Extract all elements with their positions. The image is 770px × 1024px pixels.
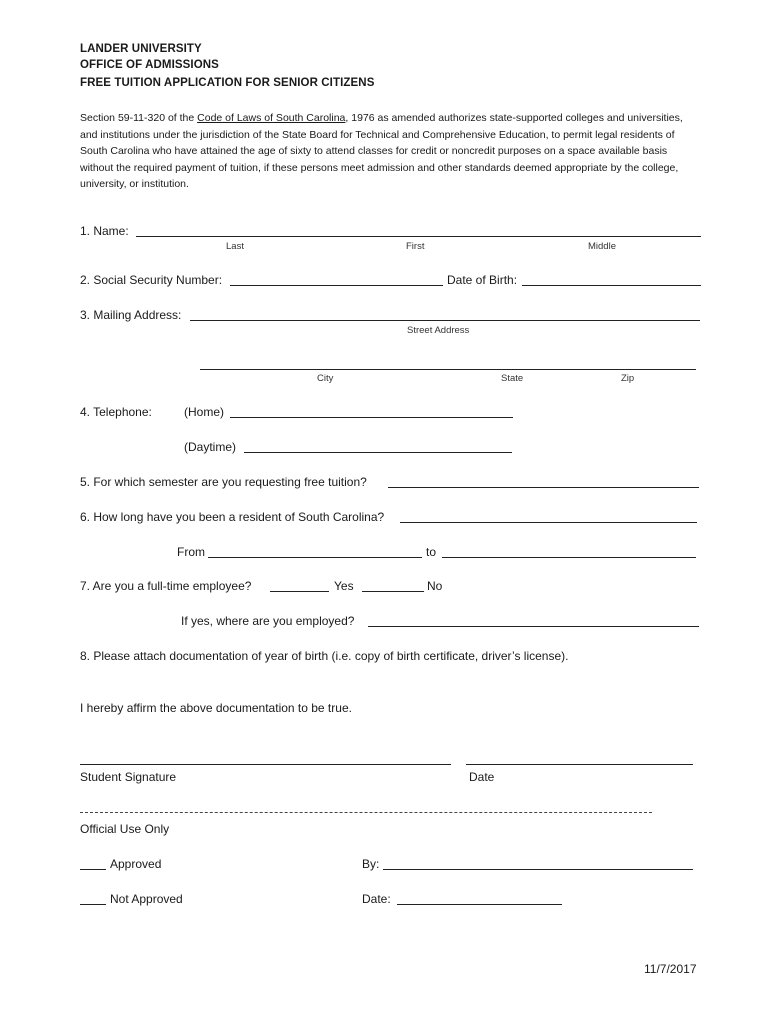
code-of-laws-reference: Code of Laws of South Carolina bbox=[197, 112, 346, 124]
official-use-divider bbox=[80, 812, 652, 813]
address-sub-zip: Zip bbox=[621, 373, 635, 384]
mailing-address-label: 3. Mailing Address: bbox=[80, 308, 182, 322]
official-date-label: Date: bbox=[362, 892, 391, 906]
employee-yes-field[interactable] bbox=[270, 579, 329, 592]
office-name: OFFICE OF ADMISSIONS bbox=[80, 59, 219, 71]
semester-label: 5. For which semester are you requesting free tuition? bbox=[80, 475, 367, 489]
not-approved-mark-field[interactable] bbox=[80, 892, 106, 905]
residency-to-label: to bbox=[426, 545, 437, 559]
student-signature-field[interactable] bbox=[80, 752, 451, 765]
student-signature-label: Student Signature bbox=[80, 770, 177, 784]
semester-field[interactable] bbox=[388, 475, 699, 488]
intro-body: , 1976 as amended authorizes state-supported colleges and universities, and institutions under the jurisdiction of the State Board for Technical and Comprehensive Education, to permit legal residents of South Carolina who have attained the age of sixty to attend classes for credit or noncredit purposes on a space available basis without the required payment of tuition, if these persons meet admission and other standards deemed appropriate by the college, university, or institution. bbox=[80, 112, 683, 190]
daytime-phone-label: (Daytime) bbox=[184, 440, 237, 454]
residency-from-field[interactable] bbox=[208, 545, 422, 558]
daytime-phone-field[interactable] bbox=[244, 440, 512, 453]
ssn-label: 2. Social Security Number: bbox=[80, 273, 223, 287]
official-date-field[interactable] bbox=[397, 892, 562, 905]
name-field[interactable] bbox=[136, 224, 701, 237]
name-sub-last: Last bbox=[226, 241, 244, 252]
address-sub-city: City bbox=[317, 373, 334, 384]
residency-label: 6. How long have you been a resident of South Carolina? bbox=[80, 510, 385, 524]
residency-duration-field[interactable] bbox=[400, 510, 697, 523]
home-phone-label: (Home) bbox=[184, 405, 225, 419]
form-title: FREE TUITION APPLICATION FOR SENIOR CITIZENS bbox=[80, 77, 375, 89]
official-use-heading: Official Use Only bbox=[80, 822, 170, 836]
approved-label: Approved bbox=[110, 857, 162, 871]
employee-yes-label: Yes bbox=[334, 579, 354, 593]
signature-date-label: Date bbox=[469, 770, 495, 784]
approved-mark-field[interactable] bbox=[80, 857, 106, 870]
intro-paragraph bbox=[80, 110, 700, 193]
employee-no-field[interactable] bbox=[362, 579, 424, 592]
dob-field[interactable] bbox=[522, 273, 701, 286]
employee-no-label: No bbox=[427, 579, 443, 593]
university-name: LANDER UNIVERSITY bbox=[80, 43, 202, 55]
not-approved-label: Not Approved bbox=[110, 892, 183, 906]
name-label: 1. Name: bbox=[80, 224, 129, 238]
telephone-label: 4. Telephone: bbox=[80, 405, 152, 419]
official-by-label: By: bbox=[362, 857, 380, 871]
address-sub-state: State bbox=[501, 373, 524, 384]
name-sub-first: First bbox=[406, 241, 425, 252]
employer-field[interactable] bbox=[368, 614, 699, 627]
employee-label: 7. Are you a full-time employee? bbox=[80, 579, 252, 593]
name-sub-middle: Middle bbox=[588, 241, 616, 252]
employer-label: If yes, where are you employed? bbox=[181, 614, 355, 628]
signature-date-field[interactable] bbox=[466, 752, 693, 765]
address-sub-street: Street Address bbox=[407, 325, 470, 336]
ssn-field[interactable] bbox=[230, 273, 443, 286]
home-phone-field[interactable] bbox=[230, 405, 513, 418]
intro-prefix: Section 59-11-320 of the bbox=[80, 112, 198, 124]
city-state-zip-field[interactable] bbox=[200, 357, 696, 370]
street-address-field[interactable] bbox=[190, 308, 700, 321]
documentation-instruction: 8. Please attach documentation of year of birth (i.e. copy of birth certificate, driver’s license). bbox=[80, 649, 569, 663]
dob-label: Date of Birth: bbox=[447, 273, 518, 287]
affirmation-statement: I hereby affirm the above documentation to be true. bbox=[80, 701, 352, 715]
form-revision-date: 11/7/2017 bbox=[644, 962, 697, 976]
residency-to-field[interactable] bbox=[442, 545, 696, 558]
residency-from-label: From bbox=[177, 545, 205, 559]
official-by-field[interactable] bbox=[383, 857, 693, 870]
